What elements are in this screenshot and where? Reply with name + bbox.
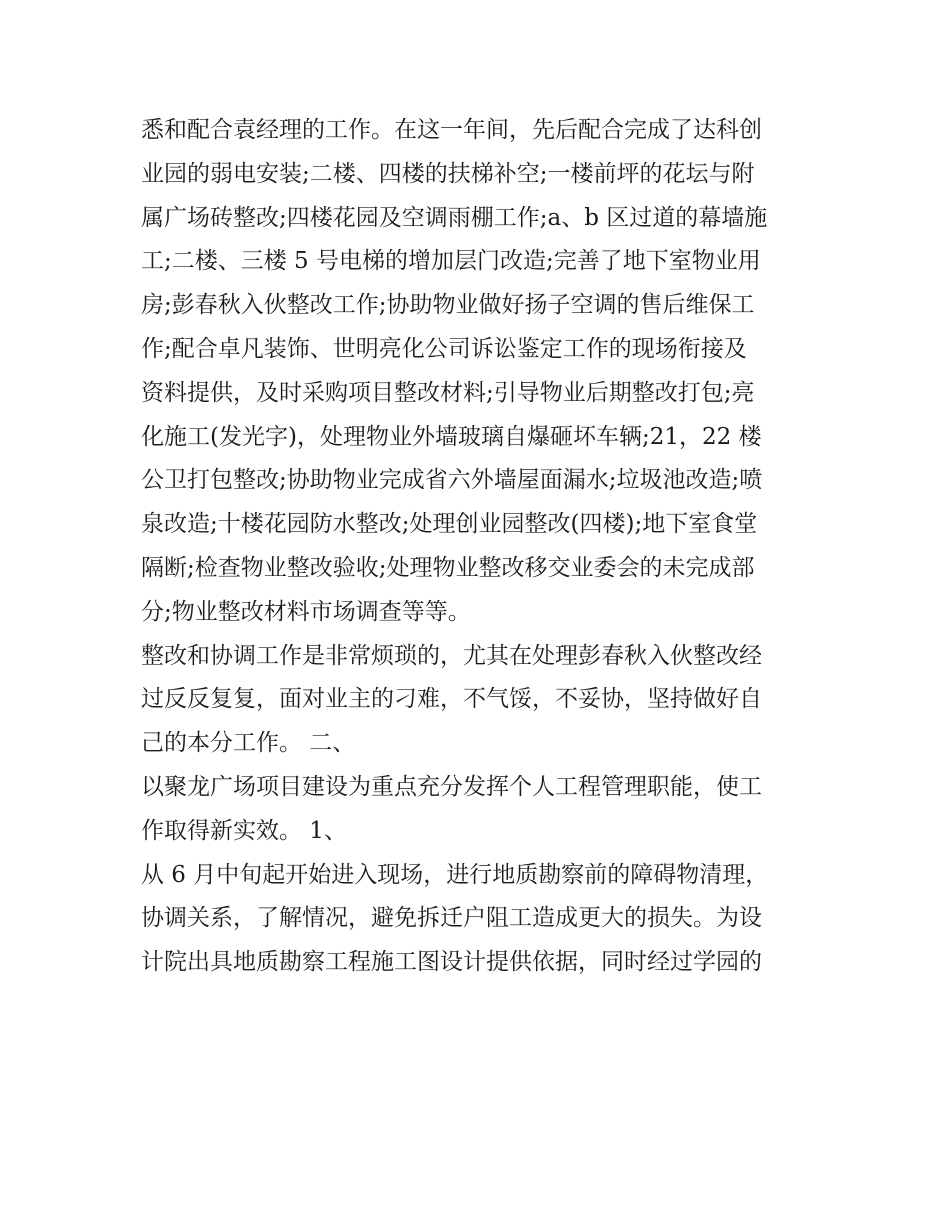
text-line: 公卫打包整改;协助物业完成省六外墙屋面漏水;垃圾池改造;喷 <box>141 467 763 494</box>
text-line: 工;二楼、三楼 5 号电梯的增加层门改造;完善了地下室物业用 <box>141 248 761 275</box>
text-line: 房;彭春秋入伙整改工作;协助物业做好扬子空调的售后维保工 <box>141 292 755 319</box>
text-line: 以聚龙广场项目建设为重点充分发挥个人工程管理职能，使工 <box>141 773 762 800</box>
text-line: 属广场砖整改;四楼花园及空调雨棚工作;a、b 区过道的幕墙施 <box>141 204 768 231</box>
text-line: 己的本分工作。 二、 <box>141 730 356 757</box>
text-line: 作取得新实效。 1、 <box>141 817 347 844</box>
text-line: 协调关系，了解情况，避免拆迁户阻工造成更大的损失。为设 <box>141 905 762 932</box>
text-line: 从 6 月中旬起开始进入现场，进行地质勘察前的障碍物清理， <box>141 861 769 888</box>
body-text <box>141 110 821 986</box>
text-line: 业园的弱电安装;二楼、四楼的扶梯补空;一楼前坪的花坛与附 <box>141 160 755 187</box>
text-line: 悉和配合袁经理的工作。在这一年间，先后配合完成了达科创 <box>141 117 762 143</box>
text-line: 化施工(发光字)，处理物业外墙玻璃自爆砸坏车辆;21，22 楼 <box>141 423 762 450</box>
text-line: 作;配合卓凡装饰、世明亮化公司诉讼鉴定工作的现场衔接及 <box>141 335 747 362</box>
text-line: 隔断;检查物业整改验收;处理物业整改移交业委会的未完成部 <box>141 554 755 581</box>
text-line: 整改和协调工作是非常烦琐的，尤其在处理彭春秋入伙整改经 <box>141 642 762 669</box>
text-line: 分;物业整改材料市场调查等等。 <box>141 598 471 625</box>
text-line: 计院出具地质勘察工程施工图设计提供依据，同时经过学园的 <box>141 949 762 976</box>
text-line: 泉改造;十楼花园防水整改;处理创业园整改(四楼);地下室食堂 <box>141 511 758 538</box>
text-line: 资料提供，及时采购项目整改材料;引导物业后期整改打包;亮 <box>141 379 755 406</box>
text-line: 过反反复复，面对业主的刁难，不气馁，不妥协，坚持做好自 <box>141 686 762 713</box>
